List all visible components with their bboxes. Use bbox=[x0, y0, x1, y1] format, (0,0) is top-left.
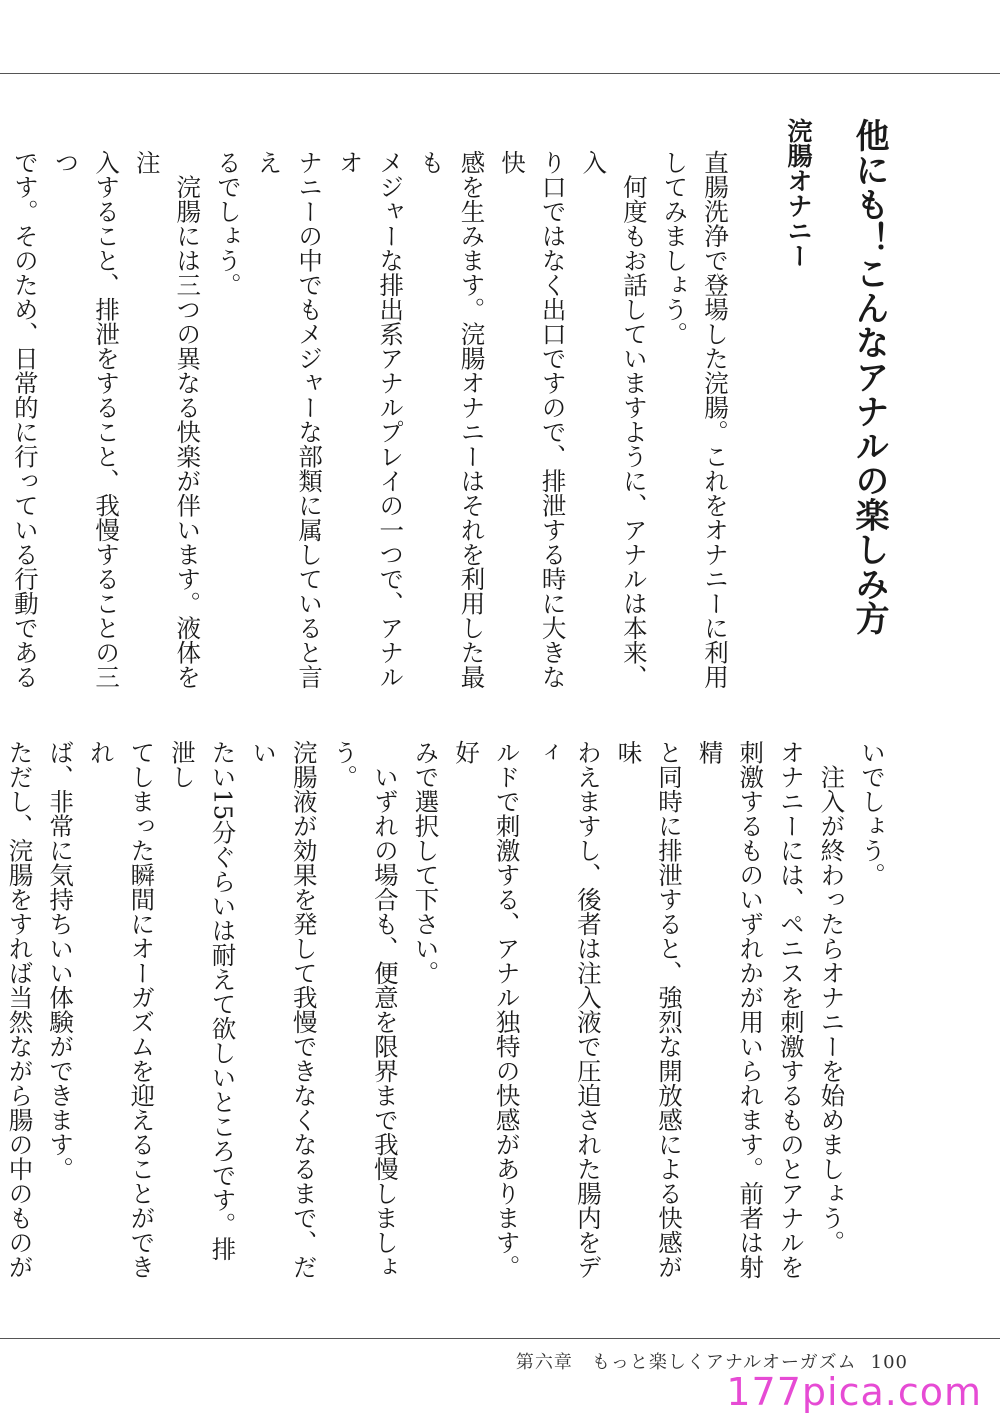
footer-chapter: 第六章 もっと楽しくアナルオーガズム bbox=[515, 1352, 857, 1373]
top-rule bbox=[0, 73, 1000, 74]
page-number: 100 bbox=[870, 1352, 908, 1373]
watermark-text: 177pica.com bbox=[726, 1370, 982, 1414]
page-title: 他にも！こんなアナルの楽しみ方 bbox=[849, 118, 889, 636]
body-text-lower: いでしょう。 注入が終わったらオナニーを始めましょう。 オナニーには、ペニスを刺激するものとアナルを 刺激するものいずれかが用いられます。前者は射精 と同時に排泄すると、強烈な開放感による快感が味 わえますし、後者は注入液で圧迫された腸内をディ ルドで刺激する、アナル独特の快感があります。好 みで選択して下さい。 いずれの場合も、便意を限界まで我慢しましょう。 浣腸液が効果を発して我慢できなくなるまで、だい たい15分ぐらいは耐えて欲しいところです。排泄し てしまった瞬間にオーガズムを迎えることができれ ば、非常に気持ちいい体験ができます。 ただし、浣腸をすれば当然ながら腸の中のものが bbox=[5, 740, 887, 1279]
bottom-rule bbox=[0, 1338, 1000, 1339]
section-heading: 浣腸オナニー bbox=[784, 118, 813, 268]
body-text-upper: 直腸洗浄で登場した浣腸。これをオナニーに利用 してみましょう。 何度もお話していますように、アナルは本来、入 り口ではなく出口ですので、排泄する時に大きな快 感を生みます。浣腸オナニーはそれを利用した最も メジャーな排出系アナルプレイの一つで、アナルオ ナニーの中でもメジャーな部類に属していると言え るでしょう。 浣腸には三つの異なる快楽が伴います。液体を注 入すること、排泄をすること、我慢することの三つ です。そのため、日常的に行っている行動である bbox=[10, 150, 730, 689]
